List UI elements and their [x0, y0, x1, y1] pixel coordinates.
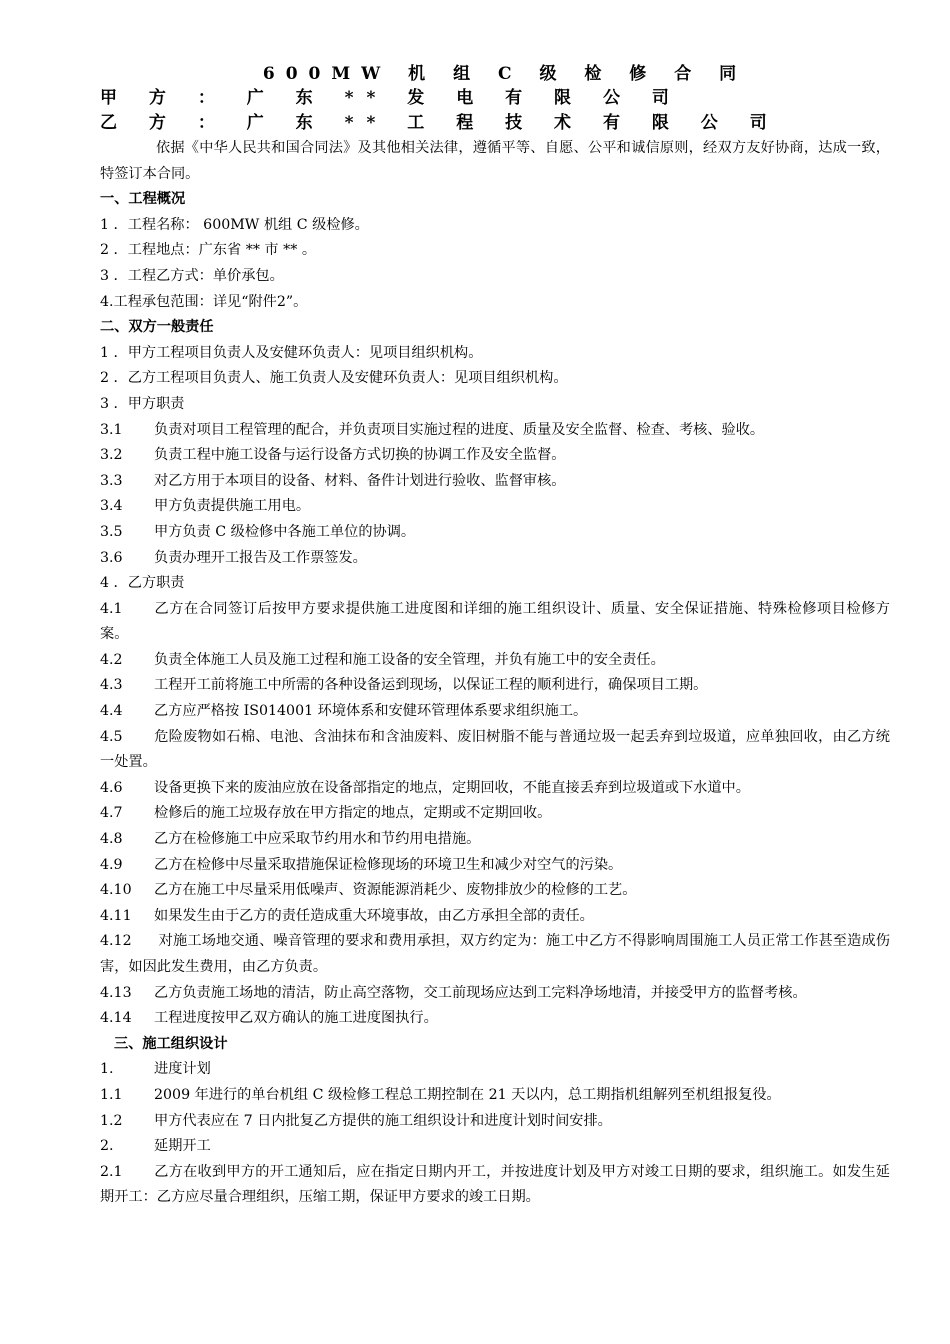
clause-text: 检修后的施工垃圾存放在甲方指定的地点，定期或不定期回收。 — [154, 805, 552, 822]
clause — [100, 776, 890, 802]
clause-text: 乙方在检修施工中应采取节约用水和节约用电措施。 — [154, 831, 481, 848]
clause-text: 负责对项目工程管理的配合，并负责项目实施过程的进度、质量及安全监督、检查、考核、验收。 — [154, 421, 765, 438]
clause-text: 乙方应严格按 IS014001 环境体系和安健环管理体系要求组织施工。 — [154, 703, 588, 720]
clause — [100, 673, 890, 699]
clause — [100, 546, 890, 572]
clause-text: 乙方在施工中尽量采用低噪声、资源能源消耗少、废物排放少的检修的工艺。 — [154, 882, 637, 899]
intro-paragraph: 依据《中华人民共和国合同法》及其他相关法律，遵循平等、自愿、公平和诚信原则，经双方友好协商，达成一致，特签订本合同。 — [100, 140, 890, 182]
clause — [100, 699, 890, 725]
clause — [100, 520, 890, 546]
section-heading-responsibilities: 二、双方一般责任 — [100, 319, 214, 336]
clause — [100, 469, 890, 495]
list-item: 2 ．工程地点：广东省 ** 市 ** 。 — [100, 242, 317, 259]
clause-number: 4.3 — [100, 677, 123, 694]
clause-number: 1.1 — [100, 1086, 123, 1103]
item-number: 2. — [100, 1138, 114, 1155]
clause — [100, 853, 890, 879]
list-item: 4.工程承包范围：详见“附件2”。 — [100, 293, 308, 310]
clause-number: 4.1 — [100, 600, 123, 617]
clause — [100, 878, 890, 904]
clause-number: 3.4 — [100, 498, 123, 515]
clause — [100, 418, 890, 444]
party-b: 乙 方 ： 广 东 ** 工 程 技 术 有 限 公 司 — [100, 113, 780, 133]
list-item: 1 ．工程名称： 600MW 机组 C 级检修。 — [100, 216, 369, 233]
clause-text: 如果发生由于乙方的责任造成重大环境事故，由乙方承担全部的责任。 — [154, 907, 594, 924]
clause-text: 工程开工前将施工中所需的各种设备运到现场，以保证工程的顺利进行，确保项目工期。 — [154, 677, 708, 694]
clause — [100, 648, 890, 674]
clause-text: 甲方负责 C 级检修中各施工单位的协调。 — [154, 523, 416, 540]
clause-number: 4.5 — [100, 728, 123, 745]
clause-number: 4.12 — [100, 933, 132, 950]
clause-number: 3.5 — [100, 523, 123, 540]
item-text: 延期开工 — [154, 1138, 211, 1155]
item-text: 进度计划 — [154, 1061, 211, 1078]
list-item — [100, 1057, 890, 1083]
party-a: 甲 方 ： 广 东 ** 发 电 有 限 公 司 — [100, 88, 682, 108]
clause-text: 对施工场地交通、噪音管理的要求和费用承担，双方约定为：施工中乙方不得影响周围施工人员正常工作甚至造成伤害，如因此发生费用，由乙方负责。 — [100, 933, 890, 975]
clause — [100, 1109, 890, 1135]
clause-number: 2.1 — [100, 1163, 123, 1180]
list-item: 2 ．乙方工程项目负责人、施工负责人及安健环负责人：见项目组织机构。 — [100, 370, 568, 387]
clause-text: 对乙方用于本项目的设备、材料、备件计划进行验收、监督审核。 — [154, 472, 566, 489]
clause — [100, 981, 890, 1007]
clause-text: 负责工程中施工设备与运行设备方式切换的协调工作及安全监督。 — [154, 447, 566, 464]
list-item: 1 ．甲方工程项目负责人及安健环负责人：见项目组织机构。 — [100, 344, 483, 361]
clause — [100, 827, 890, 853]
clause-number: 4.2 — [100, 651, 123, 668]
clause — [100, 1083, 890, 1109]
list-item: 4 ．乙方职责 — [100, 575, 185, 592]
clause-number: 4.11 — [100, 907, 132, 924]
clause — [100, 929, 890, 980]
clause-text: 负责办理开工报告及工作票签发。 — [154, 549, 367, 566]
clause-number: 4.13 — [100, 984, 132, 1001]
clause — [100, 801, 890, 827]
item-number: 1. — [100, 1061, 114, 1078]
section-heading-overview: 一、工程概况 — [100, 191, 186, 208]
clause — [100, 597, 890, 648]
clause-number: 3.3 — [100, 472, 123, 489]
clause-text: 乙方负责施工场地的清洁，防止高空落物，交工前现场应达到工完料净场地清，并接受甲方的监督考核。 — [154, 984, 807, 1001]
clause-text: 乙方在检修中尽量采取措施保证检修现场的环境卫生和减少对空气的污染。 — [154, 856, 623, 873]
clause-text: 甲方代表应在 7 日内批复乙方提供的施工组织设计和进度计划时间安排。 — [154, 1112, 612, 1129]
document-title: 600MW 机 组 C 级 检 修 合 同 — [262, 64, 748, 84]
clause-number: 4.8 — [100, 831, 123, 848]
clause-text: 负责全体施工人员及施工过程和施工设备的安全管理，并负有施工中的安全责任。 — [154, 651, 665, 668]
clause — [100, 494, 890, 520]
clause — [100, 1160, 890, 1211]
clause-text: 乙方在收到甲方的开工通知后，应在指定日期内开工，并按进度计划及甲方对竣工日期的要求，组织施工。如发生延期开工：乙方应尽量合理组织，压缩工期，保证甲方要求的竣工日期。 — [100, 1163, 890, 1206]
clause-number: 3.6 — [100, 549, 123, 566]
clause-text: 2009 年进行的单台机组 C 级检修工程总工期控制在 21 天以内，总工期指机组解列至机组报复役。 — [154, 1086, 781, 1103]
clause — [100, 904, 890, 930]
list-item — [100, 1134, 890, 1160]
clause-number: 4.6 — [100, 779, 123, 796]
clause-number: 4.14 — [100, 1010, 132, 1027]
clause-number: 4.9 — [100, 856, 123, 873]
clause — [100, 443, 890, 469]
clause-number: 4.7 — [100, 805, 123, 822]
clause-text: 工程进度按甲乙双方确认的施工进度图执行。 — [154, 1010, 438, 1027]
list-item: 3 ．甲方职责 — [100, 395, 185, 412]
section-heading-construction-design: 三、施工组织设计 — [114, 1035, 228, 1052]
clause-number: 4.4 — [100, 703, 123, 720]
clause-number: 1.2 — [100, 1112, 123, 1129]
clause — [100, 1006, 890, 1032]
clause-number: 3.1 — [100, 421, 123, 438]
clause-text: 乙方在合同签订后按甲方要求提供施工进度图和详细的施工组织设计、质量、安全保证措施、特殊检修项目检修方案。 — [100, 600, 890, 643]
clause-number: 3.2 — [100, 447, 123, 464]
clause-text: 设备更换下来的废油应放在设备部指定的地点，定期回收，不能直接丢弃到垃圾道或下水道中。 — [154, 779, 750, 796]
clause-number: 4.10 — [100, 882, 132, 899]
clause-text: 危险废物如石棉、电池、含油抹布和含油废料、废旧树脂不能与普通垃圾一起丢弃到垃圾道，应单独回收，由乙方统一处置。 — [100, 728, 890, 771]
clause — [100, 725, 890, 776]
contract-page — [100, 62, 890, 1211]
clause-text: 甲方负责提供施工用电。 — [154, 498, 311, 515]
list-item: 3 ．工程乙方式：单价承包。 — [100, 267, 284, 284]
